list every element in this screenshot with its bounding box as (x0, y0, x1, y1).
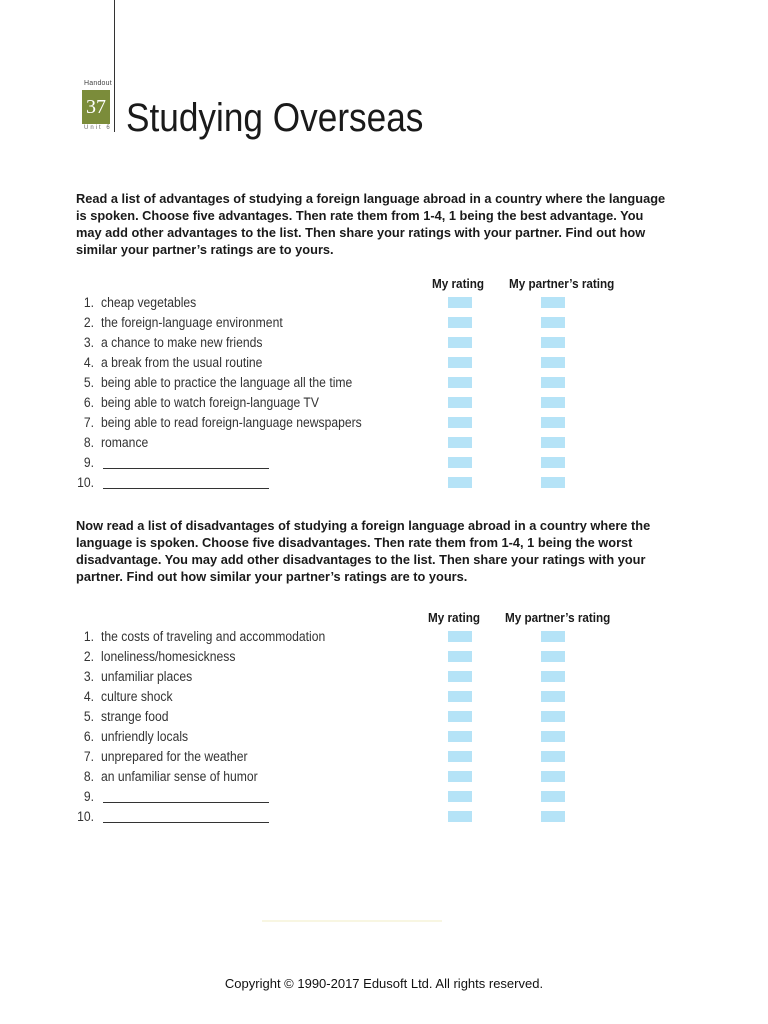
handout-label: Handout (84, 80, 112, 87)
item-number: 5. (83, 709, 94, 724)
my-rating-box[interactable] (448, 417, 472, 428)
my-rating-box[interactable] (448, 791, 472, 802)
write-in-blank[interactable] (103, 822, 269, 823)
disadvantage-item (72, 667, 592, 687)
disadvantage-item (72, 687, 592, 707)
advantage-item (72, 433, 592, 453)
item-number: 1. (83, 629, 94, 644)
advantage-item (72, 473, 592, 493)
item-number: 2. (83, 315, 94, 330)
my-rating-box[interactable] (448, 651, 472, 662)
my-rating-box[interactable] (448, 457, 472, 468)
item-number: 10. (77, 809, 94, 824)
disadvantage-item (72, 787, 592, 807)
advantage-item (72, 313, 592, 333)
advantage-item (72, 333, 592, 353)
my-rating-box[interactable] (448, 811, 472, 822)
item-text: the foreign-language environment (101, 315, 283, 330)
partner-rating-box[interactable] (541, 651, 565, 662)
partner-rating-box[interactable] (541, 397, 565, 408)
partner-rating-box[interactable] (541, 711, 565, 722)
item-number: 4. (83, 355, 94, 370)
advantage-item (72, 373, 592, 393)
header-divider-line (114, 0, 115, 132)
item-number: 8. (83, 435, 94, 450)
item-number: 4. (83, 689, 94, 704)
disadvantages-instructions: Now read a list of disadvantages of studying a foreign language abroad in a country where the language is spoken. Choose five disadvantages. Then rate them from 1-4, 1 being the worst disadvantage. You may add other disadvantages to the list. Then share your ratings with your partner. Find out how similar your partner’s ratings are to yours. (76, 518, 651, 584)
my-rating-box[interactable] (448, 437, 472, 448)
advantages-my-rating-header: My rating (432, 276, 485, 291)
partner-rating-box[interactable] (541, 337, 565, 348)
item-text: unfamiliar places (101, 669, 193, 684)
partner-rating-box[interactable] (541, 791, 565, 802)
partner-rating-box[interactable] (541, 417, 565, 428)
partner-rating-box[interactable] (541, 437, 565, 448)
disadvantage-item (72, 807, 592, 827)
item-text: being able to read foreign-language newspapers (101, 415, 362, 430)
write-in-blank[interactable] (103, 468, 269, 469)
item-text: a chance to make new friends (101, 335, 263, 350)
disadvantages-partner-rating-header: My partner’s rating (505, 610, 611, 625)
partner-rating-box[interactable] (541, 771, 565, 782)
item-number: 6. (83, 395, 94, 410)
partner-rating-box[interactable] (541, 377, 565, 388)
my-rating-box[interactable] (448, 377, 472, 388)
item-number: 1. (83, 295, 94, 310)
advantage-item (72, 413, 592, 433)
item-number: 6. (83, 729, 94, 744)
partner-rating-box[interactable] (541, 457, 565, 468)
my-rating-box[interactable] (448, 771, 472, 782)
partner-rating-box[interactable] (541, 671, 565, 682)
page-title: Studying Overseas (126, 96, 424, 140)
item-text: the costs of traveling and accommodation (101, 629, 326, 644)
item-text: unprepared for the weather (101, 749, 248, 764)
advantage-item (72, 353, 592, 373)
advantages-partner-rating-header: My partner’s rating (509, 276, 615, 291)
item-text: romance (101, 435, 149, 450)
my-rating-box[interactable] (448, 631, 472, 642)
advantage-item (72, 393, 592, 413)
my-rating-box[interactable] (448, 337, 472, 348)
item-number: 2. (83, 649, 94, 664)
advantages-instructions: Read a list of advantages of studying a foreign language abroad in a country where the language is spoken. Choose five advantages. Then rate them from 1-4, 1 being the best advantage. You may add other advantages to the list. Then share your ratings with your partner. Find out how similar your partner’s ratings are to yours. (76, 191, 666, 257)
item-number: 7. (83, 749, 94, 764)
my-rating-box[interactable] (448, 397, 472, 408)
partner-rating-box[interactable] (541, 811, 565, 822)
disadvantage-item (72, 727, 592, 747)
my-rating-box[interactable] (448, 711, 472, 722)
copyright-notice: Copyright © 1990-2017 Edusoft Ltd. All rights reserved. (224, 976, 544, 991)
partner-rating-box[interactable] (541, 751, 565, 762)
partner-rating-box[interactable] (541, 731, 565, 742)
partner-rating-box[interactable] (541, 357, 565, 368)
item-text: strange food (101, 709, 169, 724)
item-text: being able to practice the language all the time (101, 375, 353, 390)
my-rating-box[interactable] (448, 477, 472, 488)
item-number: 9. (83, 789, 94, 804)
unit-label: Unit 6 (84, 125, 112, 131)
advantage-item (72, 453, 592, 473)
item-text: cheap vegetables (101, 295, 197, 310)
partner-rating-box[interactable] (541, 317, 565, 328)
footer-decoration (262, 920, 442, 922)
item-text: a break from the usual routine (101, 355, 263, 370)
item-number: 5. (83, 375, 94, 390)
handout-number-badge: 37 (82, 90, 110, 124)
partner-rating-box[interactable] (541, 631, 565, 642)
item-text: an unfamiliar sense of humor (101, 769, 258, 784)
disadvantage-item (72, 767, 592, 787)
advantages-list (72, 293, 592, 493)
item-number: 8. (83, 769, 94, 784)
disadvantage-item (72, 747, 592, 767)
my-rating-box[interactable] (448, 731, 472, 742)
write-in-blank[interactable] (103, 802, 269, 803)
disadvantage-item (72, 647, 592, 667)
disadvantages-list (72, 627, 592, 827)
advantage-item (72, 293, 592, 313)
disadvantage-item (72, 707, 592, 727)
partner-rating-box[interactable] (541, 297, 565, 308)
my-rating-box[interactable] (448, 297, 472, 308)
item-number: 9. (83, 455, 94, 470)
item-text: being able to watch foreign-language TV (101, 395, 319, 410)
item-text: loneliness/homesickness (101, 649, 236, 664)
disadvantage-item (72, 627, 592, 647)
item-number: 7. (83, 415, 94, 430)
write-in-blank[interactable] (103, 488, 269, 489)
partner-rating-box[interactable] (541, 691, 565, 702)
my-rating-box[interactable] (448, 671, 472, 682)
disadvantages-my-rating-header: My rating (428, 610, 481, 625)
item-number: 10. (77, 475, 94, 490)
my-rating-box[interactable] (448, 317, 472, 328)
partner-rating-box[interactable] (541, 477, 565, 488)
item-number: 3. (83, 669, 94, 684)
item-number: 3. (83, 335, 94, 350)
my-rating-box[interactable] (448, 691, 472, 702)
my-rating-box[interactable] (448, 751, 472, 762)
item-text: culture shock (101, 689, 173, 704)
item-text: unfriendly locals (101, 729, 189, 744)
my-rating-box[interactable] (448, 357, 472, 368)
